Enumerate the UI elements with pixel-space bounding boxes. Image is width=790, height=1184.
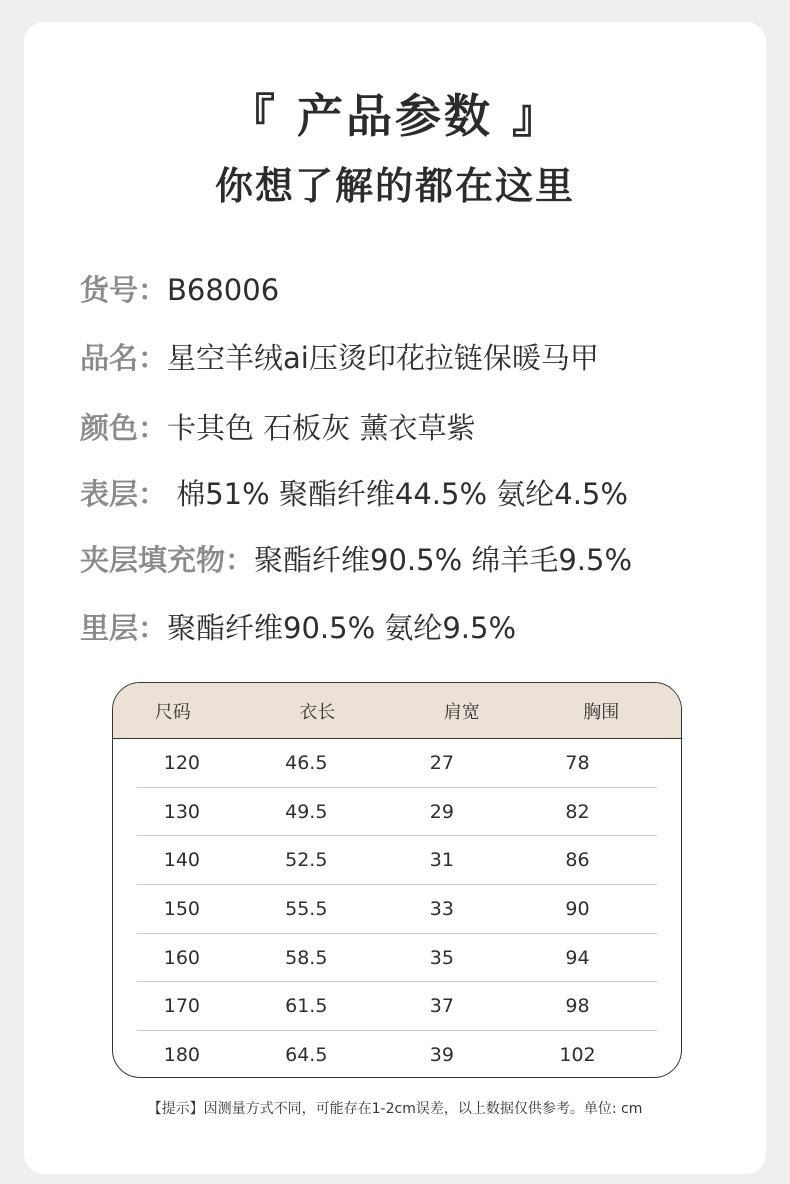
size-table [112, 682, 682, 1078]
spec-value: 卡其色 石板灰 薰衣草紫 [167, 411, 476, 445]
size-table-header [113, 683, 681, 739]
spec-item-filling [80, 540, 632, 580]
table-cell: 86 [565, 849, 590, 872]
table-row [137, 836, 657, 885]
table-cell: 160 [163, 946, 201, 969]
table-cell: 31 [429, 849, 454, 872]
spec-value: 星空羊绒ai压烫印花拉链保暖马甲 [167, 341, 599, 375]
table-cell: 64.5 [285, 1043, 328, 1066]
table-cell: 33 [429, 897, 454, 920]
table-cell: 55.5 [285, 897, 328, 920]
table-cell: 130 [163, 800, 201, 823]
column-header-length: 衣长 [299, 701, 336, 723]
spec-item-number [80, 270, 279, 310]
table-cell: 102 [559, 1043, 596, 1066]
spec-item-lining [80, 608, 516, 648]
table-cell: 140 [163, 849, 201, 872]
table-cell: 94 [565, 946, 590, 969]
table-cell: 61.5 [285, 995, 328, 1018]
table-cell: 58.5 [285, 946, 328, 969]
table-cell: 37 [429, 995, 454, 1018]
table-row [137, 885, 657, 934]
spec-value: 聚酯纤维90.5% 氨纶9.5% [167, 611, 517, 645]
spec-label: 表层： [80, 477, 168, 511]
table-cell: 29 [429, 800, 454, 823]
measurement-note: 【提示】因测量方式不同，可能存在1-2cm误差，以上数据仅供参考。单位: cm [147, 1101, 643, 1117]
table-cell: 180 [163, 1043, 201, 1066]
spec-label: 夹层填充物： [80, 543, 255, 577]
spec-item-name [80, 338, 599, 378]
spec-label: 品名： [80, 341, 168, 375]
column-header-shoulder: 肩宽 [443, 701, 480, 723]
column-header-size: 尺码 [154, 701, 191, 723]
table-cell: 82 [565, 800, 590, 823]
table-cell: 90 [565, 897, 590, 920]
table-cell: 120 [163, 751, 201, 774]
table-cell: 78 [565, 751, 590, 774]
table-cell: 27 [429, 751, 454, 774]
table-cell: 39 [429, 1043, 454, 1066]
table-cell: 46.5 [285, 751, 328, 774]
page-subtitle: 你想了解的都在这里 [214, 164, 575, 208]
spec-label: 颜色： [80, 411, 168, 445]
table-row [137, 1031, 657, 1078]
table-cell: 49.5 [285, 800, 328, 823]
table-cell: 35 [429, 946, 454, 969]
table-cell: 170 [163, 995, 201, 1018]
spec-item-color [80, 408, 475, 448]
spec-value: 棉51% 聚酯纤维44.5% 氨纶4.5% [167, 477, 628, 511]
page-title: 『 产品参数 』 [228, 89, 562, 143]
spec-label: 货号： [80, 273, 168, 307]
spec-item-outer-layer [80, 474, 628, 514]
spec-label: 里层： [80, 611, 168, 645]
table-cell: 98 [565, 995, 590, 1018]
table-cell: 52.5 [285, 849, 328, 872]
column-header-chest: 胸围 [583, 701, 620, 723]
spec-value: B68006 [167, 273, 280, 307]
table-cell: 150 [163, 897, 201, 920]
table-row [137, 982, 657, 1031]
table-row [137, 788, 657, 837]
table-row [137, 739, 657, 788]
spec-value: 聚酯纤维90.5% 绵羊毛9.5% [254, 543, 633, 577]
table-row [137, 934, 657, 983]
